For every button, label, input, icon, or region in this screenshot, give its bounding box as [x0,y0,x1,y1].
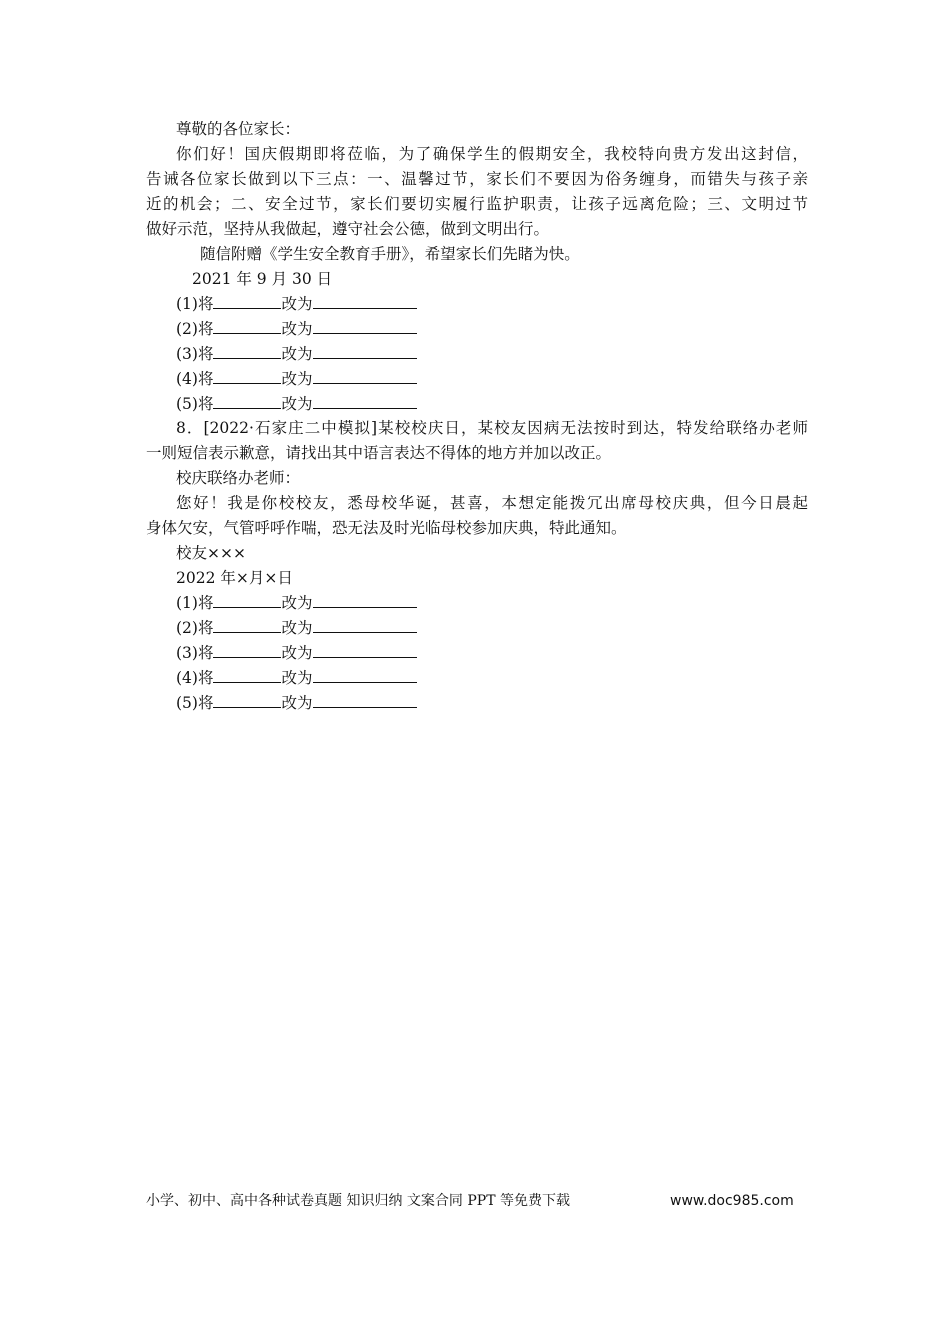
answer-num: (4) [176,669,198,687]
answer-row [176,666,417,691]
answer-blank-from[interactable] [213,292,281,309]
answer-jiang: 将 [197,619,214,637]
answer-row [176,392,417,417]
answer-jiang: 将 [197,370,214,388]
answer-jiang: 将 [197,345,214,363]
letter2-body-line-2: 身体欠安，气管呼呼作喘，恐无法及时光临母校参加庆典，特此通知。 [146,519,627,537]
letter1-closing: 随信附赠《学生安全教育手册》，希望家长们先睹为快。 [200,245,580,263]
footer-text: 小学、初中、高中各种试卷真题 知识归纳 文案合同 PPT 等免费下载 [146,1193,570,1209]
answer-gaiwei: 改为 [281,694,313,712]
letter1-body-line-1: 你们好！国庆假期即将莅临，为了确保学生的假期安全，我校特向贵方发出这封信， [176,145,808,163]
answer-blank-from[interactable] [213,317,281,334]
letter1-body-line-4: 做好示范，坚持从我做起，遵守社会公德，做到文明出行。 [146,220,550,238]
answer-jiang: 将 [197,694,214,712]
answer-blank-to[interactable] [313,641,417,658]
answer-jiang: 将 [197,669,214,687]
answer-jiang: 将 [197,594,214,612]
answer-num: (3) [176,345,198,363]
page-footer [146,1190,808,1212]
question8-line-1: 8．[2022·石家庄二中模拟]某校校庆日，某校友因病无法按时到达，特发给联络办老师 [176,419,808,437]
answer-gaiwei: 改为 [281,345,313,363]
letter2-greeting: 校庆联络办老师： [176,469,301,487]
answer-jiang: 将 [197,644,214,662]
answer-gaiwei: 改为 [281,669,313,687]
answer-num: (1) [176,295,198,313]
letter2-date: 2022 年×月×日 [176,569,293,587]
letter1-body-line-3: 近的机会；二、安全过节，家长们要切实履行监护职责，让孩子远离危险；三、文明过节 [146,195,808,213]
answer-row [176,342,417,367]
answer-blank-to[interactable] [313,392,417,409]
letter1-date: 2021 年 9 月 30 日 [192,270,333,288]
answer-num: (2) [176,320,198,338]
answer-blank-from[interactable] [213,342,281,359]
answer-row [176,616,417,641]
answer-row [176,591,417,616]
answer-gaiwei: 改为 [281,395,313,413]
answer-blank-from[interactable] [213,367,281,384]
answer-num: (1) [176,594,198,612]
answer-gaiwei: 改为 [281,619,313,637]
answer-row [176,691,417,716]
letter1-greeting: 尊敬的各位家长： [176,120,301,138]
answer-blank-to[interactable] [313,367,417,384]
question8-line-2: 一则短信表示歉意，请找出其中语言表达不得体的地方并加以改正。 [146,444,612,462]
answer-blank-from[interactable] [213,392,281,409]
answer-num: (5) [176,694,198,712]
answer-blank-from[interactable] [213,641,281,658]
answer-blank-from[interactable] [213,691,281,708]
answer-row [176,367,417,392]
answer-gaiwei: 改为 [281,370,313,388]
answer-blank-to[interactable] [313,666,417,683]
answer-gaiwei: 改为 [281,594,313,612]
letter2-body-line-1: 您好！我是你校校友，悉母校华诞，甚喜，本想定能拨冗出席母校庆典，但今日晨起 [176,494,808,512]
answer-blank-to[interactable] [313,691,417,708]
answer-blank-to[interactable] [313,292,417,309]
answer-blank-from[interactable] [213,666,281,683]
answer-num: (2) [176,619,198,637]
answer-blank-to[interactable] [313,342,417,359]
answer-gaiwei: 改为 [281,644,313,662]
answer-jiang: 将 [197,320,214,338]
answer-blank-from[interactable] [213,616,281,633]
answer-jiang: 将 [197,395,214,413]
footer-url[interactable]: www.doc985.com [670,1193,794,1209]
answer-gaiwei: 改为 [281,320,313,338]
answer-gaiwei: 改为 [281,295,313,313]
answer-blank-to[interactable] [313,591,417,608]
answer-blank-to[interactable] [313,616,417,633]
letter2-signature: 校友××× [176,544,246,562]
answer-num: (4) [176,370,198,388]
answer-blank-from[interactable] [213,591,281,608]
answer-blank-to[interactable] [313,317,417,334]
answer-num: (3) [176,644,198,662]
answer-jiang: 将 [197,295,214,313]
letter1-body-line-2: 告诫各位家长做到以下三点：一、温馨过节，家长们不要因为俗务缠身，而错失与孩子亲 [146,170,808,188]
answer-row [176,292,417,317]
answer-row [176,317,417,342]
answer-num: (5) [176,395,198,413]
answer-row [176,641,417,666]
